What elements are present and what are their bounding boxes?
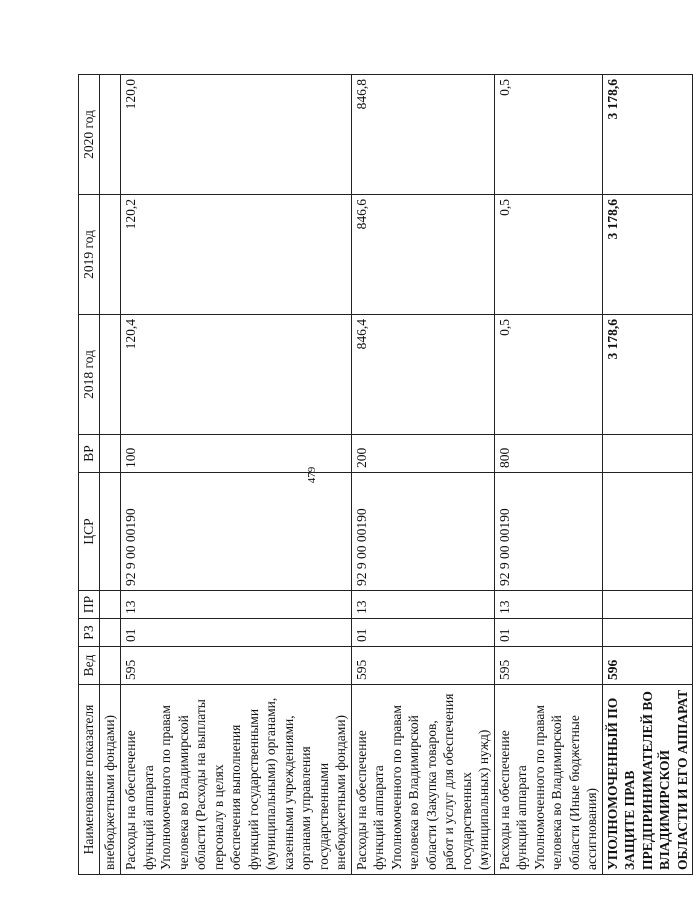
table-row — [351, 75, 494, 875]
row-csr: 92 9 00 00190 — [121, 473, 352, 591]
header-csr: ЦСР — [79, 473, 100, 591]
page-number: 479 — [306, 466, 318, 484]
row-ved: 595 — [351, 647, 494, 685]
header-2018: 2018 год — [79, 315, 100, 435]
table-row — [121, 75, 352, 875]
row-pr: 13 — [351, 591, 494, 619]
row-rz: 01 — [351, 619, 494, 647]
row-vr: 100 — [121, 435, 352, 473]
header-row — [79, 75, 100, 875]
row-ved: 595 — [494, 647, 602, 685]
header-vr: ВР — [79, 435, 100, 473]
row-2018: 120,4 — [121, 315, 352, 435]
row-vr: 200 — [351, 435, 494, 473]
row-rz — [602, 619, 693, 647]
row-vr: 800 — [494, 435, 602, 473]
row-2018: 846,4 — [351, 315, 494, 435]
row-csr — [602, 473, 693, 591]
row-csr: 92 9 00 00190 — [351, 473, 494, 591]
row-2020: 0,5 — [494, 75, 602, 195]
row-2018: 0,5 — [494, 315, 602, 435]
continuation-text: внебюджетными фондами) — [100, 685, 121, 875]
row-name: Расходы на обеспечение функций аппарата Уполномоченного по правам человека во Владимирской области (Иные бюджетные ассигнования) — [494, 685, 602, 875]
row-2020: 120,0 — [121, 75, 352, 195]
header-pr: ПР — [79, 591, 100, 619]
row-pr: 13 — [494, 591, 602, 619]
row-ved: 595 — [121, 647, 352, 685]
row-2019: 846,6 — [351, 195, 494, 315]
row-pr: 13 — [121, 591, 352, 619]
row-name: УПОЛНОМОЧЕННЫЙ ПО ЗАЩИТЕ ПРАВ ПРЕДПРИНИМАТЕЛЕЙ ВО ВЛАДИМИРСКОЙ ОБЛАСТИ И ЕГО АППАРАТ — [602, 685, 693, 875]
header-rz: РЗ — [79, 619, 100, 647]
budget-table — [78, 74, 693, 875]
row-pr — [602, 591, 693, 619]
header-ved: Вед — [79, 647, 100, 685]
continuation-row — [100, 75, 121, 875]
table-row — [494, 75, 602, 875]
header-name: Наименование показателя — [79, 685, 100, 875]
row-ved: 596 — [602, 647, 693, 685]
row-vr — [602, 435, 693, 473]
row-2020: 3 178,6 — [602, 75, 693, 195]
budget-table-rotated — [78, 75, 690, 875]
row-2019: 3 178,6 — [602, 195, 693, 315]
row-rz: 01 — [121, 619, 352, 647]
header-2019: 2019 год — [79, 195, 100, 315]
row-name: Расходы на обеспечение функций аппарата Уполномоченного по правам человека во Владимирской области (Закупка товаров, работ и услуг для обеспечения государственных (муниципальных) нужд) — [351, 685, 494, 875]
row-2019: 0,5 — [494, 195, 602, 315]
row-csr: 92 9 00 00190 — [494, 473, 602, 591]
row-name: Расходы на обеспечение функций аппарата Уполномоченного по правам человека во Владимирской области (Расходы на выплаты персоналу в целях обеспечения выполнения функций государственными (муниципальными) органами, казенными учреждениями, органами управления государственными внебюджетными фондами) — [121, 685, 352, 875]
row-2020: 846,8 — [351, 75, 494, 195]
header-2020: 2020 год — [79, 75, 100, 195]
row-2018: 3 178,6 — [602, 315, 693, 435]
table-row-total — [602, 75, 693, 875]
row-2019: 120,2 — [121, 195, 352, 315]
row-rz: 01 — [494, 619, 602, 647]
